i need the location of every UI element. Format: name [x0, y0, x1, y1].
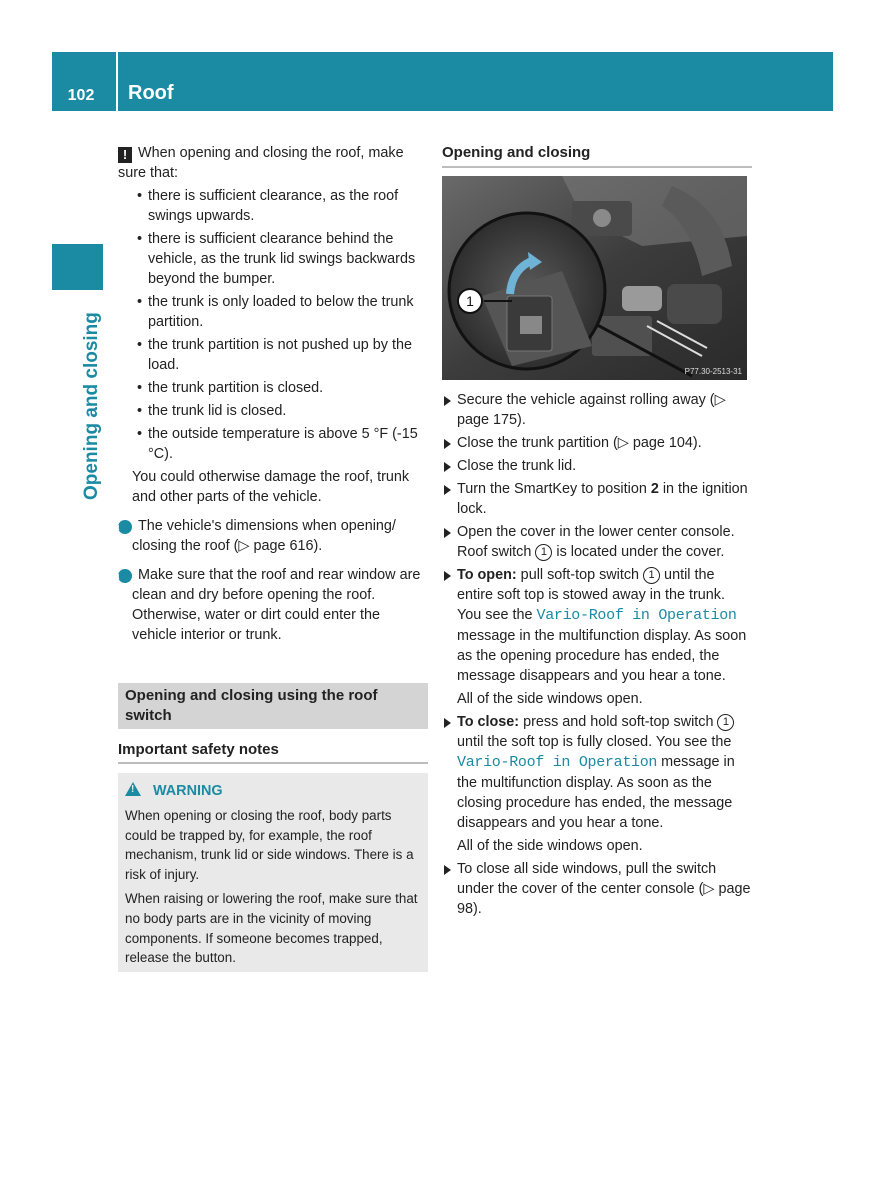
right-column — [442, 143, 752, 919]
display-message: Vario-Roof in Operation — [457, 754, 658, 771]
step-note: All of the side windows open. — [457, 691, 643, 707]
step-item: Close the trunk partition (▷ page 104). — [442, 433, 752, 453]
caution-bullet: • there is sufficient clearance behind the vehicle, as the trunk lid swings backwards beyond the bumper. — [118, 229, 428, 289]
opening-closing-heading: Opening and closing — [442, 143, 752, 168]
caution-bullet: • the trunk partition is not pushed up by the load. — [118, 335, 428, 375]
display-message: Vario-Roof in Operation — [536, 607, 737, 624]
step-item: Secure the vehicle against rolling away (▷ page 175). — [442, 390, 752, 430]
warning-text: When opening or closing the roof, body parts could be trapped by, for example, the roof mechanism, trunk lid or side windows. There is a risk of injury. — [125, 807, 414, 883]
warning-title: !WARNING — [125, 782, 421, 802]
section-title-box: Opening and closing using the roof switch — [118, 683, 428, 729]
caution-bullet: • the trunk partition is closed. — [118, 378, 428, 398]
info-icon: i — [118, 520, 132, 534]
step-item: Open the cover in the lower center console. Roof switch 1 is located under the cover. — [442, 522, 752, 562]
step-item-close: To close: press and hold soft-top switch 1 until the soft top is fully closed. You see the Vario-Roof in Operation message in the multifunction display. As soon as the closing procedure has ended, the message disappears and you hear a tone. — [442, 712, 752, 833]
page-title: Roof — [128, 82, 174, 104]
step-item-open: To open: pull soft-top switch 1 until the entire soft top is stowed away in the trunk. You see the Vario-Roof in Operation message in the multifunction display. As soon as the opening procedure has ended, the message disappears and you hear a tone. — [442, 565, 752, 686]
side-tab-label: Opening and closing — [81, 312, 102, 500]
caution-bullet: • the trunk lid is closed. — [118, 401, 428, 421]
info-note-clean-roof: i Make sure that the roof and rear window are clean and dry before opening the roof. Otherwise, water or dirt could enter the vehicle interior or trunk. — [116, 567, 421, 643]
step-item: Close the trunk lid. — [442, 456, 752, 476]
info-icon: i — [118, 569, 132, 583]
center-console-photo — [442, 176, 747, 380]
warning-box — [118, 773, 428, 972]
switch-callout-icon: 1 — [535, 544, 552, 561]
step-item: Turn the SmartKey to position 2 in the ignition lock. — [442, 479, 752, 519]
caution-bullet: • the trunk is only loaded to below the trunk partition. — [118, 292, 428, 332]
safety-notes-heading: Important safety notes — [118, 740, 428, 764]
caution-bullet: • there is sufficient clearance, as the roof swings upwards. — [118, 186, 428, 226]
caution-icon: ! — [118, 147, 132, 163]
switch-callout-icon: 1 — [643, 567, 660, 584]
switch-callout-icon: 1 — [717, 714, 734, 731]
caution-list — [118, 186, 428, 464]
caution-bullet: • the outside temperature is above 5 °F (-15 °C). — [118, 424, 428, 464]
page-number: 102 — [67, 87, 95, 104]
caution-outro: You could otherwise damage the roof, trunk and other parts of the vehicle. — [132, 469, 410, 505]
side-tab-marker — [52, 244, 103, 290]
warning-triangle-icon — [125, 782, 141, 796]
image-code: P77.30-2513-31 — [684, 367, 742, 376]
step-item: To close all side windows, pull the switch under the cover of the center console (▷ page 98). — [442, 859, 752, 919]
warning-text: When raising or lowering the roof, make sure that no body parts are in the vicinity of moving components. If someone becomes trapped, release the button. — [125, 890, 418, 966]
header-title-bar — [118, 52, 833, 111]
callout-number: 1 — [466, 293, 474, 309]
step-note: All of the side windows open. — [457, 838, 643, 854]
caution-intro: ! When opening and closing the roof, make sure that: — [118, 145, 404, 181]
left-column — [118, 143, 428, 972]
info-note-dimensions: i The vehicle's dimensions when opening/ closing the roof (▷ page 616). — [116, 518, 396, 554]
